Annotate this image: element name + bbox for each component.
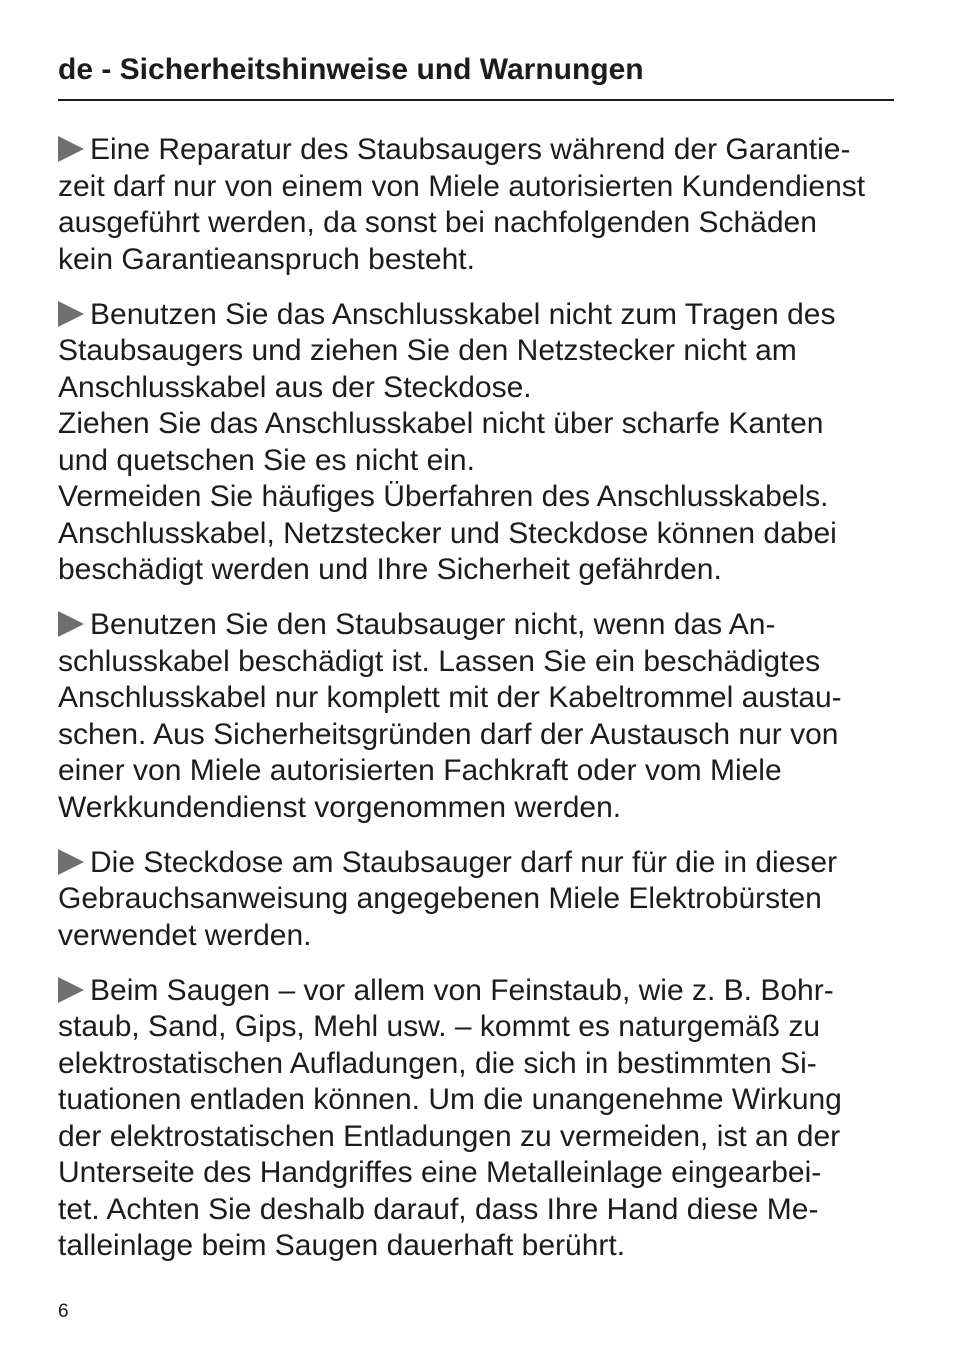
paragraph-line-text: Gebrauchsanweisung angegebenen Miele Elektrobürsten: [58, 882, 822, 915]
paragraph-line: [58, 717, 908, 754]
paragraph-line-text: tuationen entladen können. Um die unangenehme Wirkung: [58, 1083, 842, 1116]
paragraph-line-text: Anschlusskabel aus der Steckdose.: [58, 370, 532, 404]
safety-paragraph: [58, 607, 908, 826]
paragraph-line: [58, 1155, 908, 1192]
safety-paragraph: [58, 297, 908, 589]
paragraph-line: [58, 1046, 908, 1083]
paragraph-line: [58, 644, 908, 681]
paragraph-line: [58, 370, 908, 407]
paragraph-line-text: ausgeführt werden, da sonst bei nachfolgenden Schäden: [58, 206, 817, 239]
paragraph-line: [58, 132, 908, 169]
paragraph-line-text: elektrostatischen Aufladungen, die sich in bestimmten Si-: [58, 1046, 817, 1080]
triangle-right-icon: [58, 977, 84, 1003]
safety-paragraph: [58, 973, 908, 1265]
triangle-right-icon: [58, 136, 84, 162]
paragraph-line: [58, 169, 908, 206]
paragraph-line-text: und quetschen Sie es nicht ein.: [58, 443, 475, 477]
section-header: [58, 52, 894, 101]
paragraph-line: [58, 790, 908, 827]
paragraph-line-text: talleinlage beim Saugen dauerhaft berührt.: [58, 1229, 626, 1262]
paragraph-line: [58, 242, 908, 279]
triangle-right-icon: [58, 301, 84, 327]
paragraph-line: [58, 753, 908, 790]
paragraph-line: [58, 973, 908, 1010]
paragraph-line: [58, 516, 908, 553]
safety-paragraph: [58, 132, 908, 278]
paragraph-line: [58, 881, 908, 918]
paragraph-line-text: Werkkundendienst vorgenommen werden.: [58, 790, 622, 824]
paragraph-line: [58, 918, 908, 955]
triangle-right-icon: [58, 849, 84, 875]
paragraph-line-text: beschädigt werden und Ihre Sicherheit gefährden.: [58, 553, 722, 586]
paragraph-line-text: Ziehen Sie das Anschlusskabel nicht über scharfe Kanten: [58, 407, 824, 440]
paragraph-line-text: zeit darf nur von einem von Miele autorisierten Kundendienst: [58, 169, 866, 203]
paragraph-line-text: Beim Saugen – vor allem von Feinstaub, wie z. B. Bohr-: [90, 973, 834, 1007]
paragraph-line: [58, 1082, 908, 1119]
paragraph-line-text: Anschlusskabel nur komplett mit der Kabeltrommel austau-: [58, 681, 842, 714]
page-number: 6: [58, 1301, 69, 1322]
paragraph-line-text: staub, Sand, Gips, Mehl usw. – kommt es naturgemäß zu: [58, 1010, 821, 1043]
triangle-right-icon: [58, 611, 84, 637]
safety-paragraph: [58, 845, 908, 955]
section-title: de - Sicherheitshinweise und Warnungen: [58, 53, 644, 86]
paragraph-line: [58, 297, 908, 334]
paragraph-line-text: Benutzen Sie den Staubsauger nicht, wenn das An-: [90, 608, 776, 641]
paragraph-line: [58, 845, 908, 882]
paragraph-line-text: schlusskabel beschädigt ist. Lassen Sie ein beschädigtes: [58, 644, 821, 678]
paragraph-line-text: tet. Achten Sie deshalb darauf, dass Ihre Hand diese Me-: [58, 1192, 819, 1226]
paragraph-line: [58, 443, 908, 480]
paragraph-line-text: verwendet werden.: [58, 918, 312, 952]
paragraph-line-text: schen. Aus Sicherheitsgründen darf der Austausch nur von: [58, 717, 839, 751]
paragraph-line-text: Staubsaugers und ziehen Sie den Netzstecker nicht am: [58, 334, 797, 367]
safety-instructions: [58, 132, 908, 1283]
paragraph-line-text: der elektrostatischen Entladungen zu vermeiden, ist an der: [58, 1119, 841, 1153]
paragraph-line-text: Benutzen Sie das Anschlusskabel nicht zum Tragen des: [90, 297, 836, 331]
paragraph-line-text: Die Steckdose am Staubsauger darf nur für die in dieser: [90, 845, 838, 879]
paragraph-line-text: Anschlusskabel, Netzstecker und Steckdose können dabei: [58, 516, 837, 550]
paragraph-line: [58, 680, 908, 717]
paragraph-line: [58, 607, 908, 644]
paragraph-line: [58, 1009, 908, 1046]
paragraph-line-text: Eine Reparatur des Staubsaugers während der Garantie-: [90, 133, 851, 166]
paragraph-line-text: kein Garantieanspruch besteht.: [58, 242, 475, 276]
paragraph-line: [58, 1192, 908, 1229]
paragraph-line-text: Unterseite des Handgriffes eine Metalleinlage eingearbei-: [58, 1156, 822, 1189]
paragraph-line: [58, 1119, 908, 1156]
paragraph-line: [58, 333, 908, 370]
paragraph-line: [58, 552, 908, 589]
paragraph-line: [58, 1228, 908, 1265]
paragraph-line: [58, 479, 908, 516]
paragraph-line: [58, 205, 908, 242]
paragraph-line-text: einer von Miele autorisierten Fachkraft oder vom Miele: [58, 754, 782, 787]
paragraph-line: [58, 406, 908, 443]
paragraph-line-text: Vermeiden Sie häufiges Überfahren des Anschlusskabels.: [58, 480, 829, 513]
